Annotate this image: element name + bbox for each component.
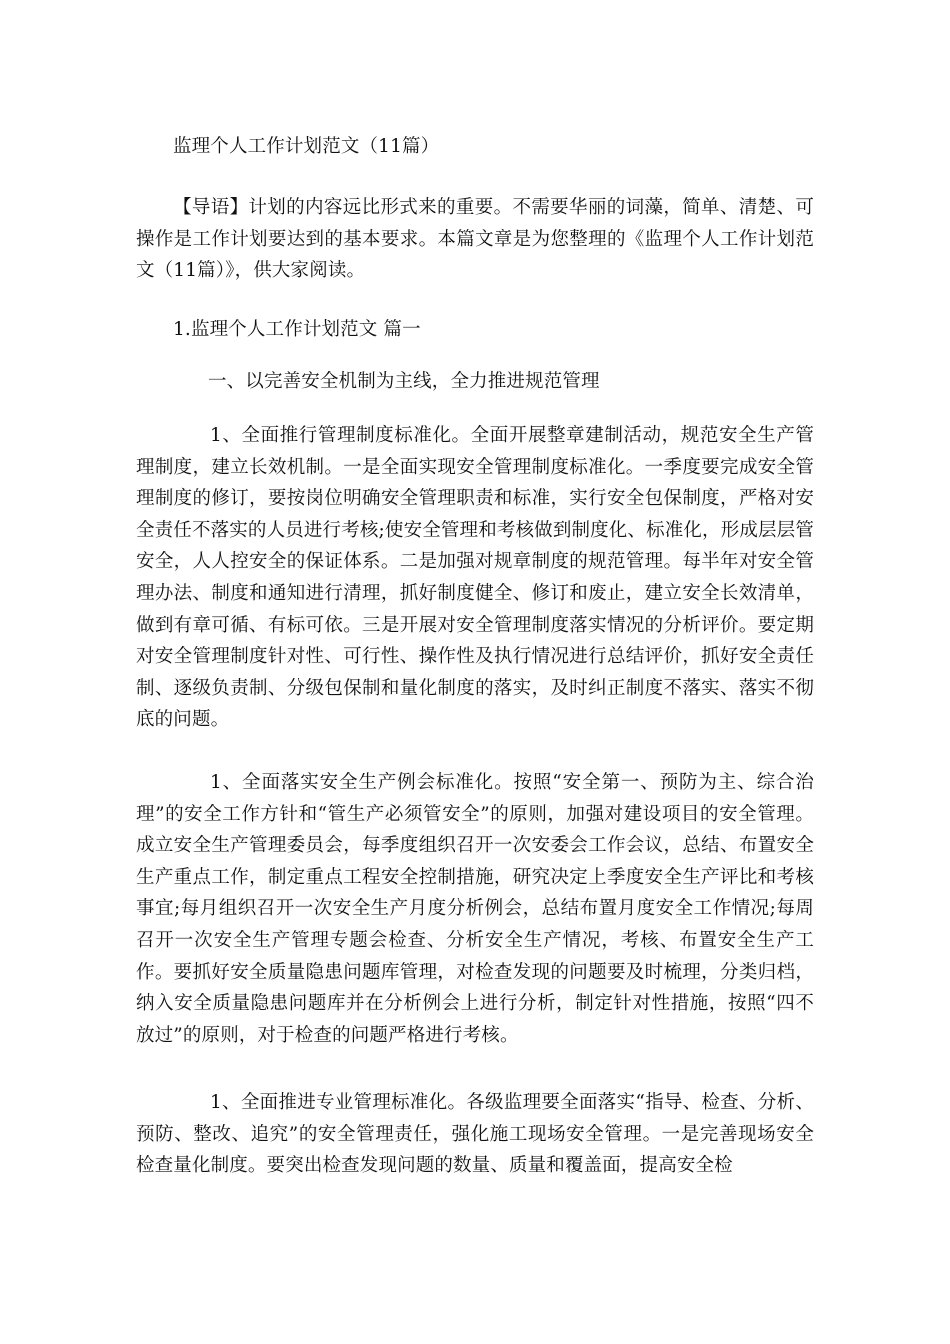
section-heading: 1.监理个人工作计划范文 篇一 <box>173 319 421 340</box>
body-paragraph-2: 1、全面落实安全生产例会标准化。按照“安全第一、预防为主、综合治理”的安全工作方针和“管生产必须管安全”的原则，加强对建设项目的安全管理。成立安全生产管理委员会，每季度组织召开一次安委会工作会议，总结、布置安全生产重点工作，制定重点工程安全控制措施，研究决定上季度安全生产评比和考核事宜;每月组织召开一次安全生产月度分析例会，总结布置月度安全工作情况;每周召开一次安全生产管理专题会检查、分析安全生产情况，考核、布置安全生产工作。要抓好安全质量隐患问题库管理，对检查发现的问题要及时梳理，分类归档，纳入安全质量隐患问题库并在分析例会上进行分析，制定针对性措施，按照“四不放过”的原则，对于检查的问题严格进行考核。 <box>136 772 814 1046</box>
document-title: 监理个人工作计划范文（11篇） <box>173 136 440 157</box>
subheading: 一、以完善安全机制为主线，全力推进规范管理 <box>208 371 600 392</box>
body-paragraph-3: 1、全面推进专业管理标准化。各级监理要全面落实“指导、检查、分析、预防、整改、追究”的安全管理责任，强化施工现场安全管理。一是完善现场安全检查量化制度。要突出检查发现问题的数量、质量和覆盖面，提高安全检 <box>136 1092 814 1177</box>
intro-paragraph: 【导语】计划的内容远比形式来的重要。不需要华丽的词藻，简单、清楚、可操作是工作计划要达到的基本要求。本篇文章是为您整理的《监理个人工作计划范文（11篇）》，供大家阅读。 <box>136 197 814 281</box>
body-paragraph-1: 1、全面推行管理制度标准化。全面开展整章建制活动，规范安全生产管理制度，建立长效机制。一是全面实现安全管理制度标准化。一季度要完成安全管理制度的修订，要按岗位明确安全管理职责和标准，实行安全包保制度，严格对安全责任不落实的人员进行考核;使安全管理和考核做到制度化、标准化，形成层层管安全，人人控安全的保证体系。二是加强对规章制度的规范管理。每半年对安全管理办法、制度和通知进行清理，抓好制度健全、修订和废止，建立安全长效清单，做到有章可循、有标可依。三是开展对安全管理制度落实情况的分析评价。要定期对安全管理制度针对性、可行性、操作性及执行情况进行总结评价，抓好安全责任制、逐级负责制、分级包保制和量化制度的落实，及时纠正制度不落实、落实不彻底的问题。 <box>136 425 814 731</box>
